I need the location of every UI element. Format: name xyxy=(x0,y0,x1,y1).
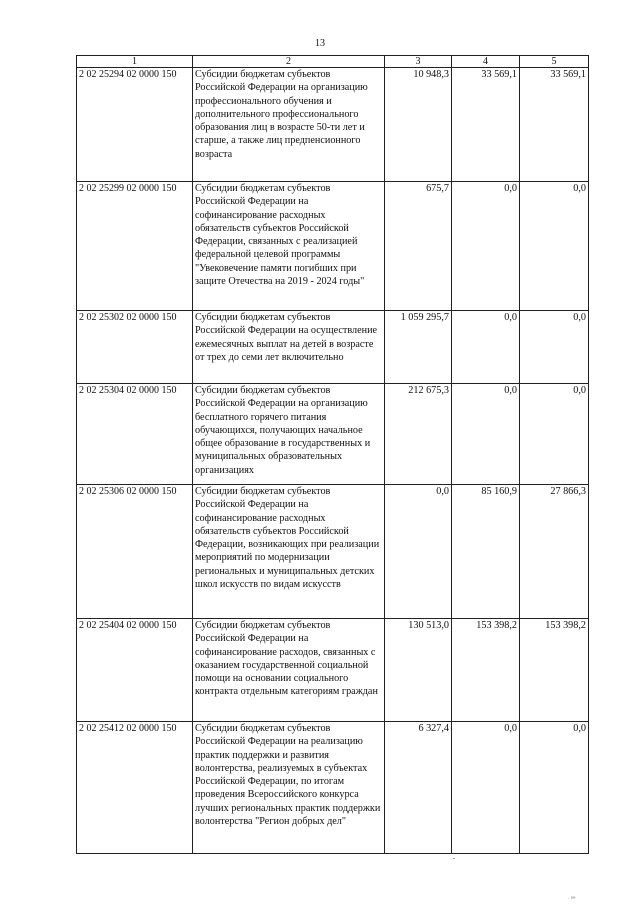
row-description: Субсидии бюджетам субъектов Российской Федерации на софинансирование расходных обязательств субъектов Российской Федерации, возникающих при реализации мероприятий по модернизации региональных и муниципальных детских школ искусств по видам искусств xyxy=(193,485,385,619)
row-value-col5: 27 866,3 xyxy=(520,485,589,619)
row-value-col4: 0,0 xyxy=(452,311,520,384)
table-row xyxy=(77,311,589,384)
table-row xyxy=(77,384,589,485)
header-col-5: 5 xyxy=(520,56,589,68)
corner-mark: · ¹ᴵᴮ xyxy=(568,897,576,902)
table-row xyxy=(77,722,589,854)
header-col-3: 3 xyxy=(385,56,452,68)
row-code: 2 02 25299 02 0000 150 xyxy=(77,182,193,311)
row-code: 2 02 25404 02 0000 150 xyxy=(77,619,193,722)
row-value-col4: 33 569,1 xyxy=(452,68,520,182)
row-value-col3: 6 327,4 xyxy=(385,722,452,854)
row-value-col4: 85 160,9 xyxy=(452,485,520,619)
header-col-1: 1 xyxy=(77,56,193,68)
row-code: 2 02 25412 02 0000 150 xyxy=(77,722,193,854)
table-row xyxy=(77,68,589,182)
row-value-col5: 153 398,2 xyxy=(520,619,589,722)
page-number: 13 xyxy=(315,38,325,49)
row-value-col5: 0,0 xyxy=(520,311,589,384)
row-description: Субсидии бюджетам субъектов Российской Федерации на организацию профессионального обучения и дополнительного профессионального образования лиц в возрасте 50-ти лет и старше, а также лиц предпенсионного возраста xyxy=(193,68,385,182)
table-row xyxy=(77,485,589,619)
scan-speck xyxy=(453,858,455,859)
row-value-col4: 0,0 xyxy=(452,182,520,311)
row-code: 2 02 25294 02 0000 150 xyxy=(77,68,193,182)
row-description: Субсидии бюджетам субъектов Российской Федерации на софинансирование расходных обязательств субъектов Российской Федерации, связанных с реализацией федеральной целевой программы "Увековечение памяти погибших при защите Отечества на 2019 - 2024 годы" xyxy=(193,182,385,311)
row-value-col5: 33 569,1 xyxy=(520,68,589,182)
row-value-col3: 1 059 295,7 xyxy=(385,311,452,384)
row-value-col4: 0,0 xyxy=(452,384,520,485)
row-description: Субсидии бюджетам субъектов Российской Федерации на организацию бесплатного горячего питания обучающихся, получающих начальное общее образование в государственных и муниципальных образовательных организациях xyxy=(193,384,385,485)
row-code: 2 02 25302 02 0000 150 xyxy=(77,311,193,384)
row-value-col5: 0,0 xyxy=(520,722,589,854)
table-row xyxy=(77,619,589,722)
row-value-col3: 675,7 xyxy=(385,182,452,311)
header-col-4: 4 xyxy=(452,56,520,68)
row-description: Субсидии бюджетам субъектов Российской Федерации на софинансирование расходов, связанных с оказанием государственной социальной помощи на основании социального контракта отдельным категориям граждан xyxy=(193,619,385,722)
row-value-col5: 0,0 xyxy=(520,384,589,485)
row-value-col3: 0,0 xyxy=(385,485,452,619)
table-header-row xyxy=(77,56,589,68)
table-row xyxy=(77,182,589,311)
row-code: 2 02 25306 02 0000 150 xyxy=(77,485,193,619)
row-value-col3: 212 675,3 xyxy=(385,384,452,485)
row-value-col5: 0,0 xyxy=(520,182,589,311)
row-description: Субсидии бюджетам субъектов Российской Федерации на осуществление ежемесячных выплат на детей в возрасте от трех до семи лет включительно xyxy=(193,311,385,384)
row-value-col4: 0,0 xyxy=(452,722,520,854)
row-value-col4: 153 398,2 xyxy=(452,619,520,722)
header-col-2: 2 xyxy=(193,56,385,68)
row-code: 2 02 25304 02 0000 150 xyxy=(77,384,193,485)
budget-table xyxy=(76,55,589,854)
row-value-col3: 130 513,0 xyxy=(385,619,452,722)
row-description: Субсидии бюджетам субъектов Российской Федерации на реализацию практик поддержки и развития волонтерства, реализуемых в субъектах Российской Федерации, по итогам проведения Всероссийского конкурса лучших региональных практик поддержки волонтерства "Регион добрых дел" xyxy=(193,722,385,854)
row-value-col3: 10 948,3 xyxy=(385,68,452,182)
